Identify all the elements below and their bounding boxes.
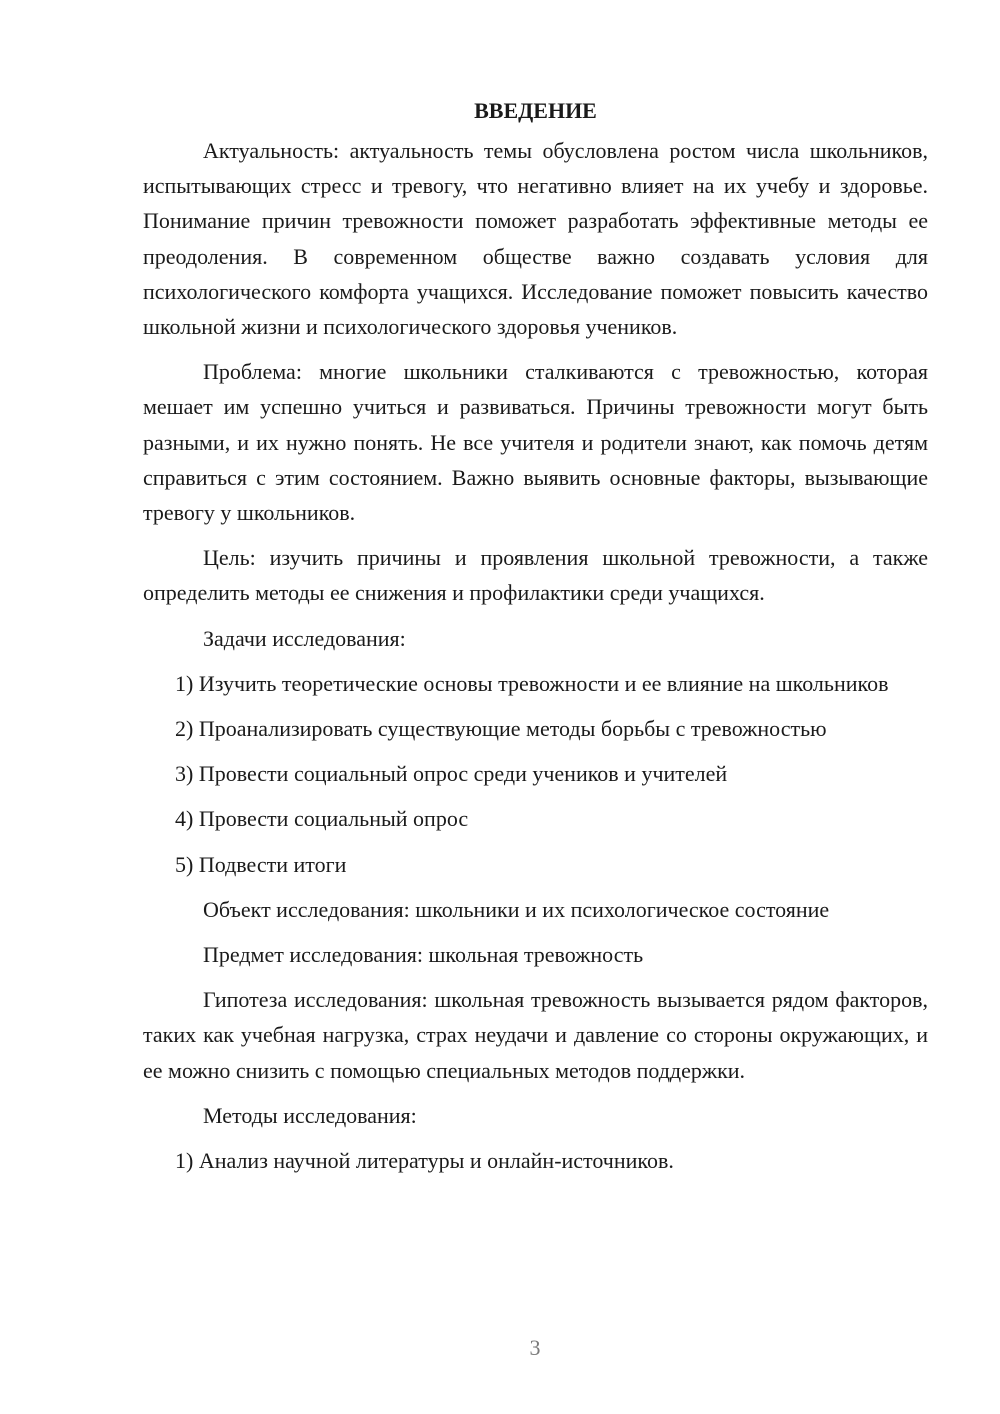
task-item-3: 3) Провести социальный опрос среди учеников и учителей — [175, 761, 728, 787]
page-title: ВВЕДЕНИЕ — [474, 98, 597, 123]
object-line: Объект исследования: школьники и их психологическое состояние — [203, 896, 830, 922]
task-item-5: 5) Подвести итоги — [175, 851, 347, 877]
goal-paragraph: Цель: изучить причины и проявления школьной тревожности, а также определить методы ее снижения и профилактики среди учащихся. — [143, 545, 928, 606]
problem-paragraph: Проблема: многие школьники сталкиваются с тревожностью, которая мешает им успешно учиться и развиваться. Причины тревожности могут быть разными, и их нужно понять. Не все учителя и родители знают, как помочь детям справиться с этим состоянием. Важно выявить основные факторы, вызывающие тревогу у школьников. — [143, 359, 928, 526]
tasks-title: Задачи исследования: — [203, 625, 406, 651]
page-body — [143, 93, 928, 1188]
hypothesis-paragraph: Гипотеза исследования: школьная тревожность вызывается рядом факторов, таких как учебная нагрузка, страх неудачи и давление со стороны окружающих, и ее можно снизить с помощью специальных методов поддержки. — [143, 987, 928, 1083]
task-item-4: 4) Провести социальный опрос — [175, 806, 469, 832]
task-item-1: 1) Изучить теоретические основы тревожности и ее влияние на школьников — [175, 670, 889, 696]
page-number: 3 — [529, 1335, 541, 1360]
relevance-paragraph: Актуальность: актуальность темы обусловлена ростом числа школьников, испытывающих стресс и тревогу, что негативно влияет на их учебу и здоровье. Понимание причин тревожности поможет разработать эффективные методы ее преодоления. В современном обществе важно создавать условия для психологического комфорта учащихся. Исследование поможет повысить качество школьной жизни и психологического здоровья учеников. — [143, 138, 928, 340]
method-item-1: 1) Анализ научной литературы и онлайн-источников. — [175, 1148, 674, 1174]
task-item-2: 2) Проанализировать существующие методы борьбы с тревожностью — [175, 716, 827, 742]
subject-line: Предмет исследования: школьная тревожность — [203, 942, 644, 968]
methods-title: Методы исследования: — [203, 1102, 417, 1128]
